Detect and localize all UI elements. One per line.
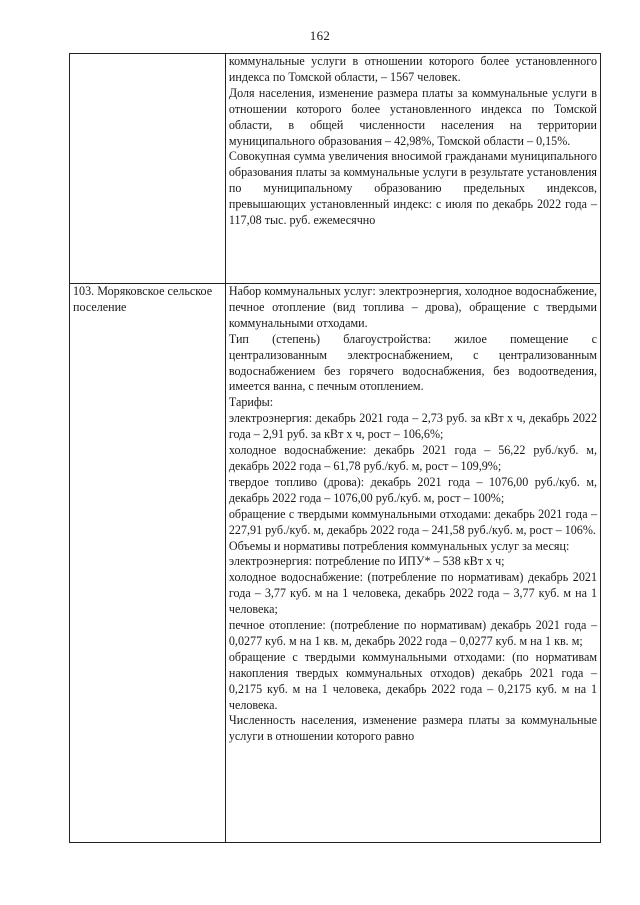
paragraph: Тип (степень) благоустройства: жилое помещение с централизованным электроснабжением, с централизованным водоснабжением без горячего водоснабжения, без водоотведения, имеется ванна, с печным отоплением.: [228, 331, 597, 394]
paragraph: Тарифы:: [228, 395, 274, 410]
paragraph: электроэнергия: декабрь 2021 года – 2,73 руб. за кВт х ч, декабрь 2022 года – 2,91 руб. за кВт х ч, рост – 106,6%;: [228, 411, 597, 442]
row-label-cell: [70, 54, 226, 284]
paragraph: электроэнергия: потребление по ИПУ* – 538 кВт х ч;: [228, 554, 505, 569]
paragraph: Численность населения, изменение размера платы за коммунальные услуги в отношении которого равно: [228, 713, 597, 744]
document-table: [69, 53, 601, 843]
table-row: [70, 284, 601, 843]
paragraph: обращение с твердыми коммунальными отходами: (по нормативам накопления твердых коммунальных отходов) декабрь 2021 года – 0,2175 куб. м на 1 человека, декабрь 2022 года – 0,2175 куб. м на 1 человека.: [228, 649, 597, 712]
paragraph: твердое топливо (дрова): декабрь 2021 года – 1076,00 руб./куб. м, декабрь 2022 года – 1076,00 руб./куб. м, рост – 100%;: [228, 474, 597, 505]
paragraph: Доля населения, изменение размера платы за коммунальные услуги в отношении которого более установленного индекса по Томской области, в общей численности населения на территории муниципального образования – 42,98%, Томской области – 0,15%.: [228, 85, 597, 148]
paragraph: печное отопление: (потребление по нормативам) декабрь 2021 года – 0,0277 куб. м на 1 кв. м, декабрь 2022 года – 0,0277 куб. м на 1 кв. м;: [228, 618, 597, 648]
row-label-cell: 103. Моряковское сельское поселение: [70, 284, 226, 843]
paragraph: холодное водоснабжение: декабрь 2021 года – 56,22 руб./куб. м, декабрь 2022 года – 61,78 руб./куб. м, рост – 109,9%;: [228, 443, 597, 473]
paragraph: коммунальные услуги в отношении которого более установленного индекса по Томской области, – 1567 человек.: [228, 54, 597, 84]
paragraph: холодное водоснабжение: (потребление по нормативам) декабрь 2021 года – 3,77 куб. м на 1 человека, декабрь 2022 года – 3,77 куб. м на 1 человека;: [228, 570, 597, 617]
row-description-cell: [225, 54, 600, 284]
table-row: [70, 54, 601, 284]
paragraph: Совокупная сумма увеличения вносимой гражданами муниципального образования платы за коммунальные услуги в результате установления по муниципальному образованию предельных индексов, превышающих установленный индекс: с июля по декабрь 2022 года – 117,08 тыс. руб. ежемесячно: [228, 149, 597, 228]
paragraph: Объемы и нормативы потребления коммунальных услуг за месяц:: [228, 538, 570, 553]
page-number: 162: [309, 28, 331, 43]
paragraph: обращение с твердыми коммунальными отходами: декабрь 2021 года – 227,91 руб./куб. м, декабрь 2022 года – 241,58 руб./куб. м, рост – 106%.: [228, 506, 597, 537]
paragraph: Набор коммунальных услуг: электроэнергия, холодное водоснабжение, печное отопление (вид топлива – дрова), обращение с твердыми коммунальными отходами.: [228, 284, 597, 330]
row-description-cell: [225, 284, 600, 843]
